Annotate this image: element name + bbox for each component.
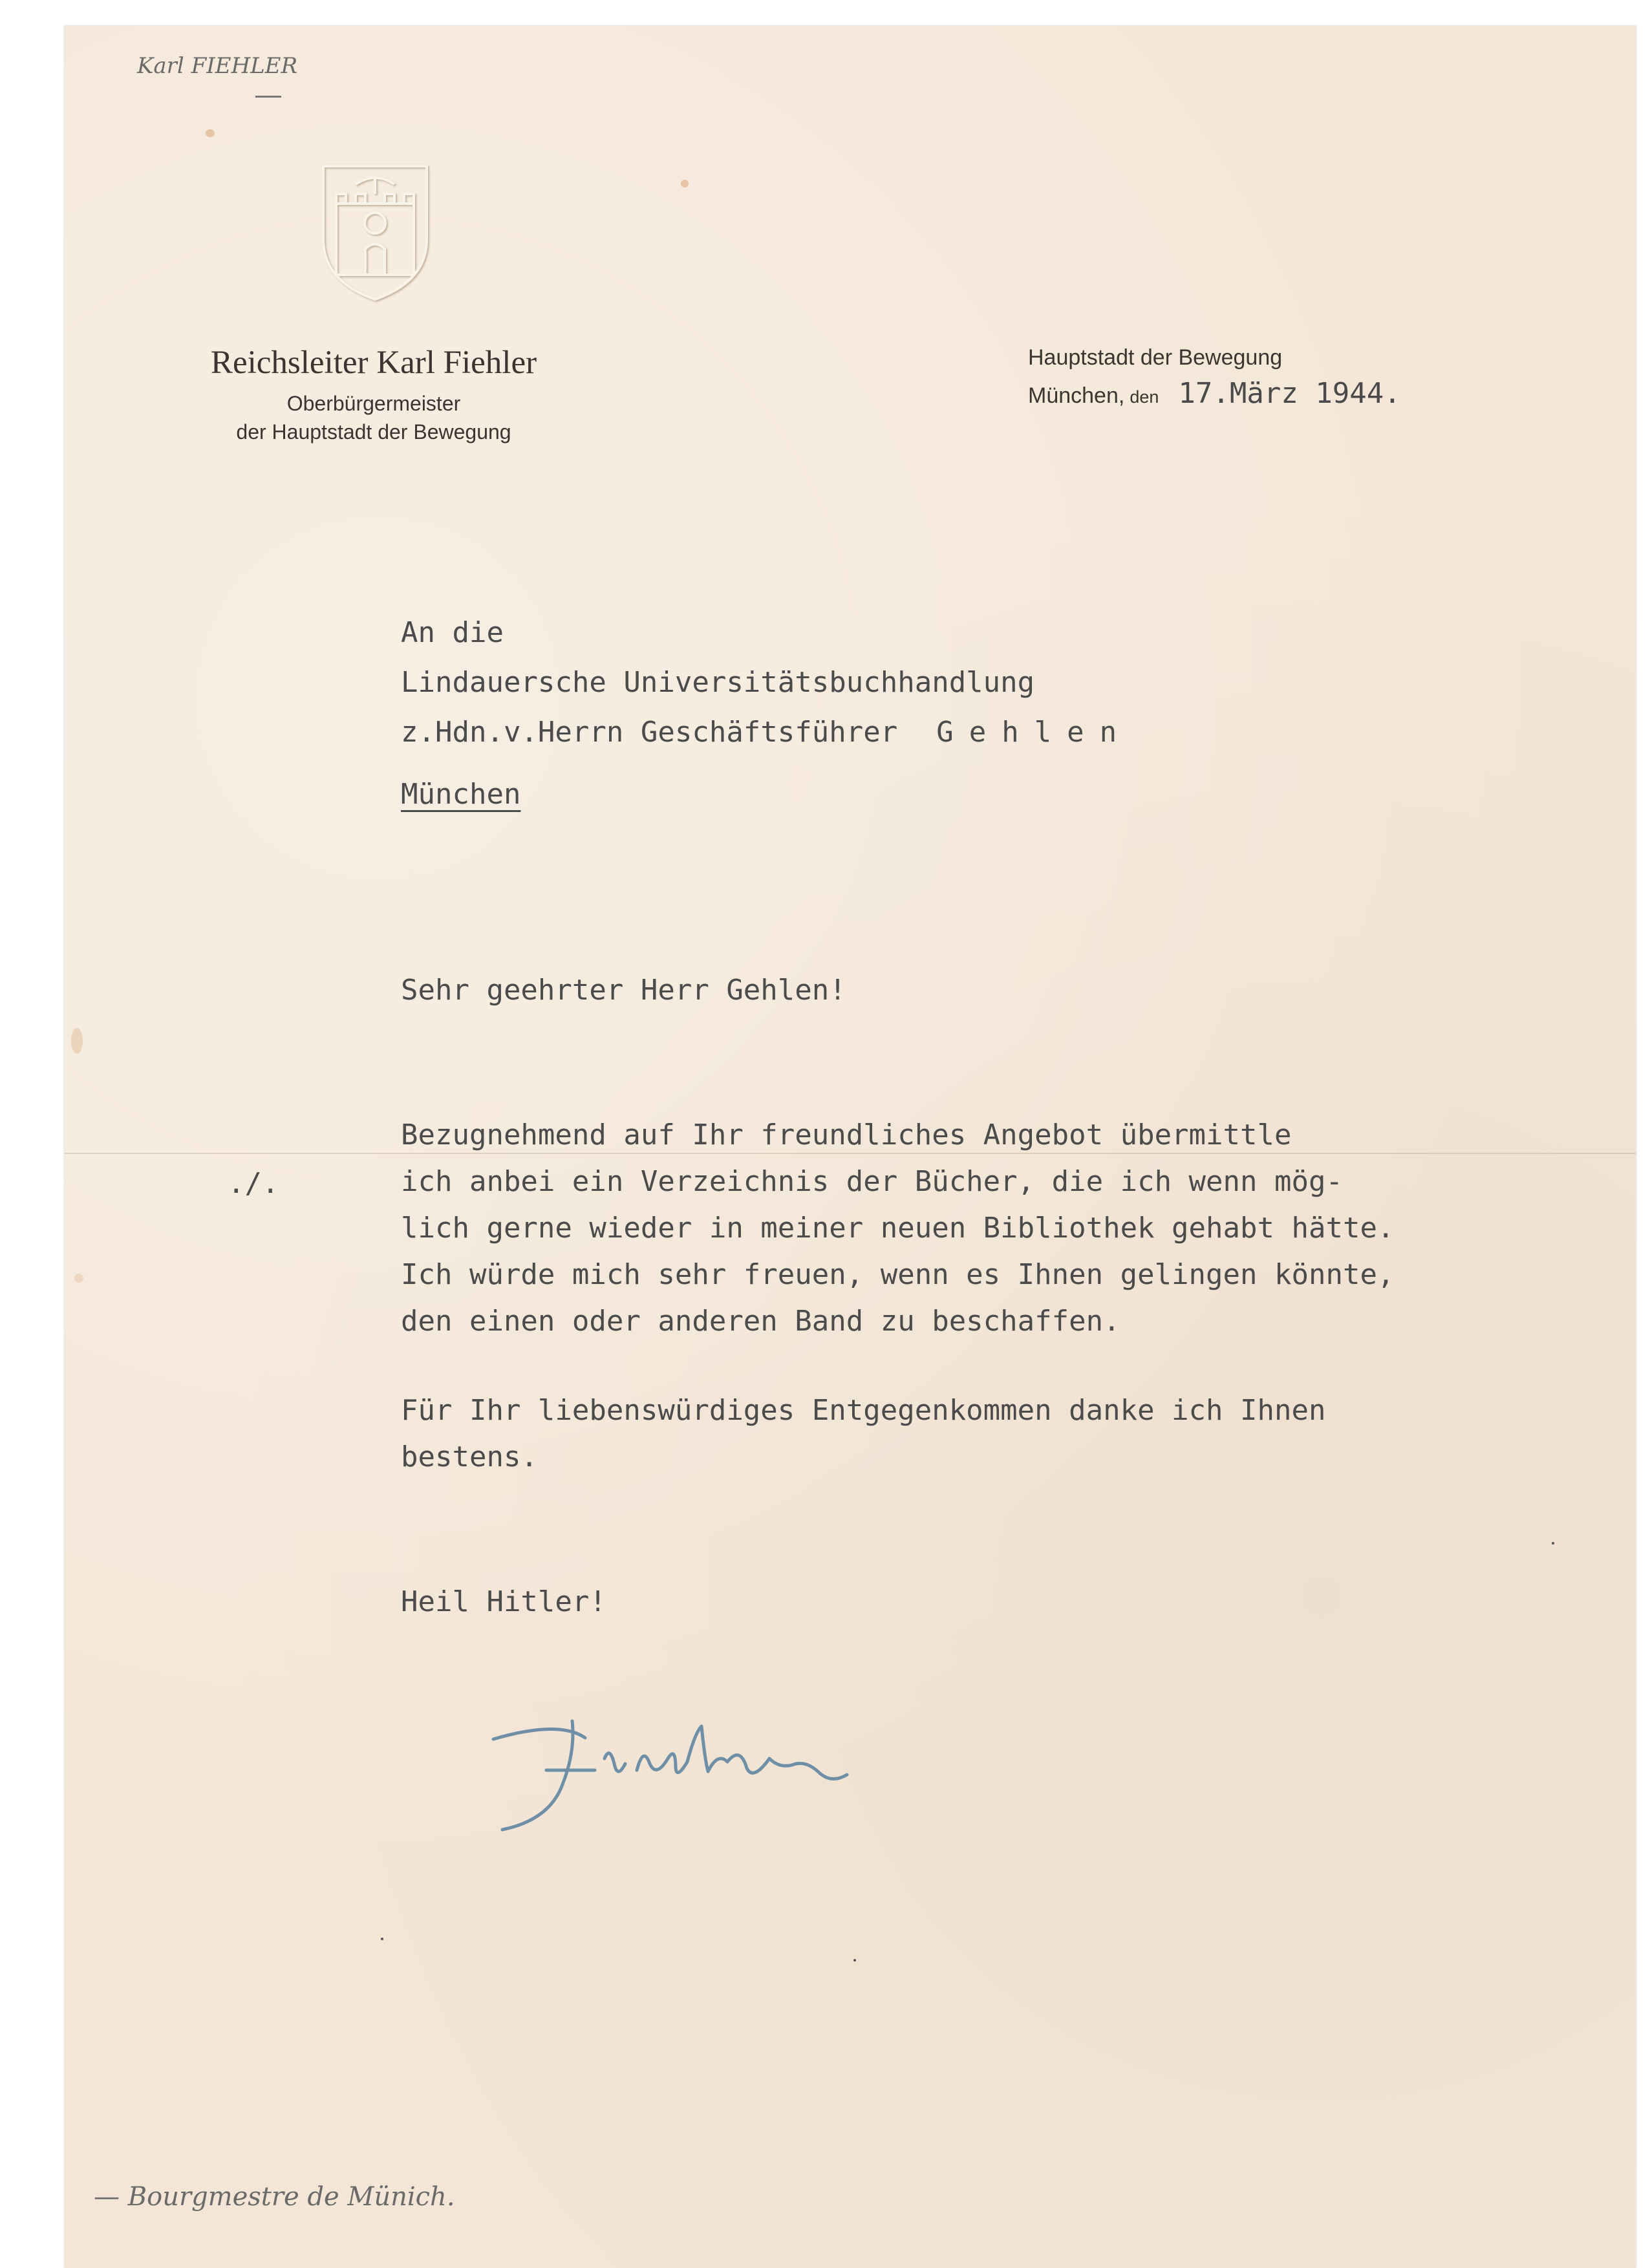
foxing-stain (74, 1274, 83, 1283)
speck (381, 1938, 383, 1940)
recipient-line-3 (401, 709, 1132, 756)
paragraph-2 (401, 1387, 1325, 1481)
paragraph-1-line: Ich würde mich sehr freuen, wenn es Ihnen gelingen könnte, (401, 1258, 1395, 1291)
recipient-line-2: Lindauersche Universitätsbuchhandlung (401, 666, 1035, 699)
closing: Heil Hitler! (401, 1585, 606, 1618)
paragraph-1 (401, 1112, 1394, 1345)
dateline-city: München, (1028, 383, 1125, 408)
handwritten-signature (482, 1707, 857, 1836)
letter-date: 17.März 1944. (1178, 377, 1401, 410)
paragraph-1-line: lich gerne wieder in meiner neuen Bibliothek gehabt hätte. (401, 1212, 1395, 1245)
paragraph-2-line: Für Ihr liebenswürdiges Entgegenkommen danke ich Ihnen (401, 1394, 1326, 1427)
recipient-title: z.Hdn.v.Herrn Geschäftsführer (401, 716, 898, 749)
embossed-crest-icon (317, 158, 433, 304)
letterhead-title-1: Oberbürgermeister (286, 392, 461, 415)
dateline (1028, 377, 1401, 410)
paragraph-1-line: ich anbei ein Verzeichnis der Bücher, die ich wenn mög- (401, 1165, 1343, 1198)
pencil-underline (255, 96, 281, 98)
enclosure-mark: ./. (228, 1167, 279, 1200)
foxing-stain (71, 1028, 83, 1054)
pencil-note-bourgmestre: — Bourgmestre de Münich. (94, 2182, 455, 2212)
paragraph-1-line: Bezugnehmend auf Ihr freundliches Angebot übermittle (401, 1118, 1292, 1151)
letterhead-name: Reichsleiter Karl Fiehler (210, 345, 537, 381)
speck (853, 1959, 856, 1962)
speck (1552, 1542, 1554, 1545)
foxing-stain (206, 129, 215, 137)
salutation: Sehr geehrter Herr Gehlen! (401, 974, 846, 1007)
pencil-note-name: Karl FIEHLER (137, 53, 298, 79)
paragraph-2-line: bestens. (401, 1440, 538, 1473)
recipient-city: München (401, 778, 521, 811)
letterhead-title-2: der Hauptstadt der Bewegung (236, 420, 511, 444)
recipient-line-1: An die (401, 616, 504, 649)
place-header: Hauptstadt der Bewegung (1028, 345, 1283, 370)
paragraph-1-line: den einen oder anderen Band zu beschaffen. (401, 1305, 1120, 1338)
dateline-den: den (1130, 387, 1159, 407)
recipient-surname: Gehlen (936, 716, 1133, 749)
foxing-stain (681, 180, 689, 187)
